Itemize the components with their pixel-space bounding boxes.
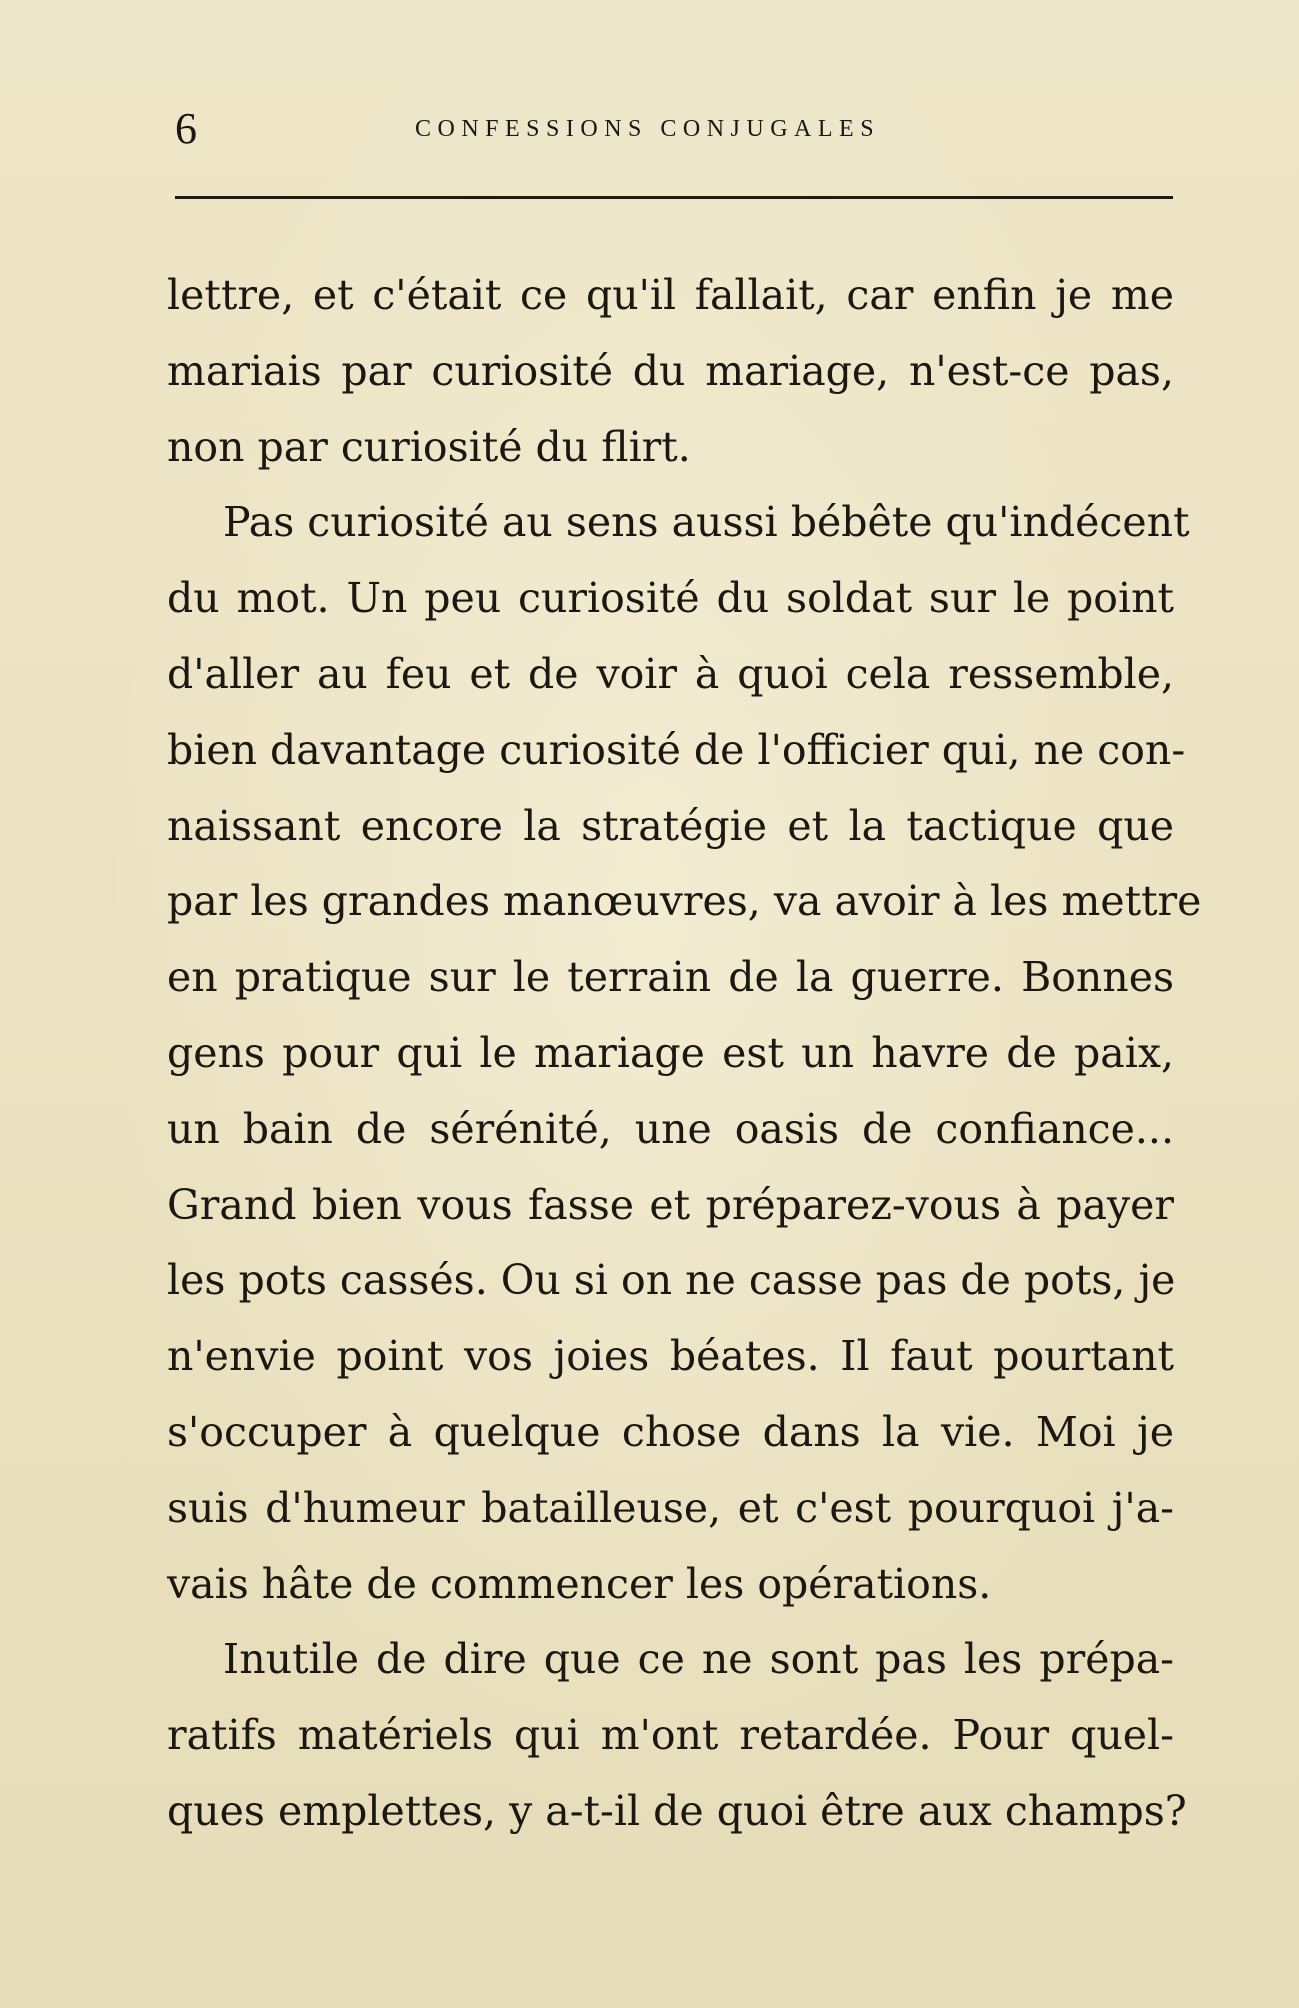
text-line: par les grandes manœuvres, va avoir à les mettre — [167, 877, 1202, 926]
text-line: Grand bien vous fasse et préparez-vous à payer — [167, 1180, 1174, 1229]
running-title: CONFESSIONS CONJUGALES — [415, 116, 881, 142]
text-line: en pratique sur le terrain de la guerre. Bonnes — [167, 953, 1174, 1002]
text-line: Pas curiosité au sens aussi bébête qu'indécent — [223, 498, 1190, 547]
text-line: n'envie point vos joies béates. Il faut pourtant — [167, 1332, 1174, 1381]
text-line: suis d'humeur batailleuse, et c'est pourquoi j'a- — [167, 1483, 1174, 1532]
page-header — [175, 104, 1173, 154]
body-text — [167, 258, 1202, 1850]
text-line: bien davantage curiosité de l'officier qui, ne con- — [167, 725, 1186, 774]
text-line: d'aller au feu et de voir à quoi cela ressemble, — [167, 649, 1174, 698]
header-rule — [175, 196, 1173, 199]
text-line: gens pour qui le mariage est un havre de paix, — [167, 1028, 1174, 1077]
text-line: vais hâte de commencer les opérations. — [167, 1559, 992, 1608]
text-line: ques emplettes, y a-t-il de quoi être aux champs? — [167, 1786, 1187, 1835]
page-number: 6 — [175, 104, 197, 153]
text-line: ratifs matériels qui m'ont retardée. Pour quel- — [167, 1711, 1174, 1760]
text-line: naissant encore la stratégie et la tactique que — [167, 801, 1174, 850]
text-line: du mot. Un peu curiosité du soldat sur le point — [167, 574, 1174, 623]
text-line: lettre, et c'était ce qu'il fallait, car enfin je me — [167, 271, 1174, 319]
text-line: un bain de sérénité, une oasis de confiance... — [167, 1104, 1174, 1153]
text-line: non par curiosité du flirt. — [167, 422, 691, 471]
text-line: les pots cassés. Ou si on ne casse pas de pots, je — [167, 1256, 1176, 1305]
text-line: s'occuper à quelque chose dans la vie. Moi je — [167, 1407, 1174, 1456]
text-line: mariais par curiosité du mariage, n'est-ce pas, — [167, 346, 1174, 395]
text-line: Inutile de dire que ce ne sont pas les prépa- — [223, 1635, 1174, 1684]
